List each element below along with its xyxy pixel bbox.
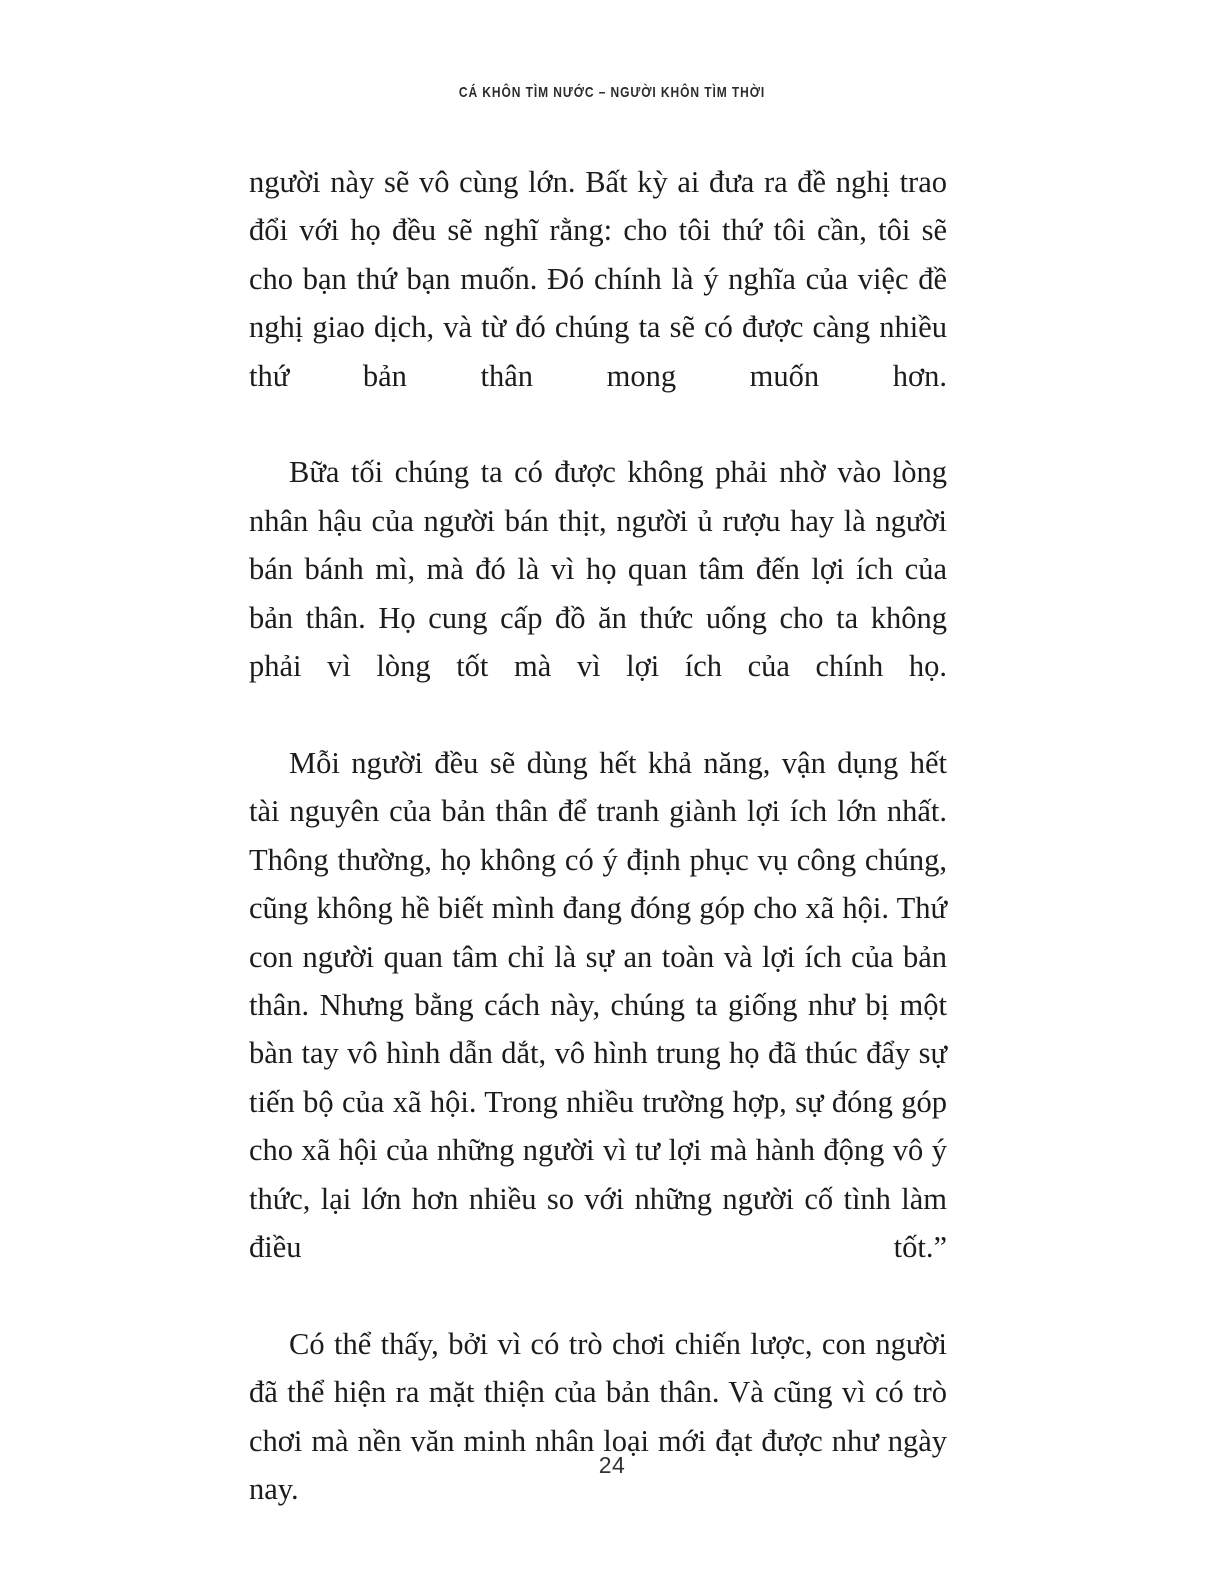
body-paragraph: Có thể thấy, bởi vì có trò chơi chiến lược, con người đã thể hiện ra mặt thiện của bản thân. Và cũng vì có trò chơi mà nền văn minh nhân loại mới đạt được như ngày nay. xyxy=(249,1326,947,1506)
page-number: 24 xyxy=(598,1452,626,1478)
body-paragraph: Mỗi người đều sẽ dùng hết khả năng, vận dụng hết tài nguyên của bản thân để tranh giành lợi ích lớn nhất. Thông thường, họ không có ý định phục vụ công chúng, cũng không hề biết mình đang đóng góp cho xã hội. Thứ con người quan tâm chỉ là sự an toàn và lợi ích của bản thân. Nhưng bằng cách này, chúng ta giống như bị một bàn tay vô hình dẫn dắt, vô hình trung họ đã thúc đẩy sự tiến bộ của xã hội. Trong nhiều trường hợp, sự đóng góp cho xã hội của những người vì tư lợi mà hành động vô ý thức, lại lớn hơn nhiều so với những người cố tình làm điều tốt.” xyxy=(249,745,947,1264)
body-paragraph: người này sẽ vô cùng lớn. Bất kỳ ai đưa ra đề nghị trao đổi với họ đều sẽ nghĩ rằng: cho tôi thứ tôi cần, tôi sẽ cho bạn thứ bạn muốn. Đó chính là ý nghĩa của việc đề nghị giao dịch, và từ đó chúng ta sẽ có được càng nhiều thứ bản thân mong muốn hơn. xyxy=(249,165,947,393)
body-text-column xyxy=(249,158,947,1562)
running-header: CÁ KHÔN TÌM NƯỚC – NGƯỜI KHÔN TÌM THỜI xyxy=(458,84,766,101)
body-paragraph: Bữa tối chúng ta có được không phải nhờ vào lòng nhân hậu của người bán thịt, người ủ rượu hay là người bán bánh mì, mà đó là vì họ quan tâm đến lợi ích của bản thân. Họ cung cấp đồ ăn thức uống cho ta không phải vì lòng tốt mà vì lợi ích của chính họ. xyxy=(249,455,947,684)
